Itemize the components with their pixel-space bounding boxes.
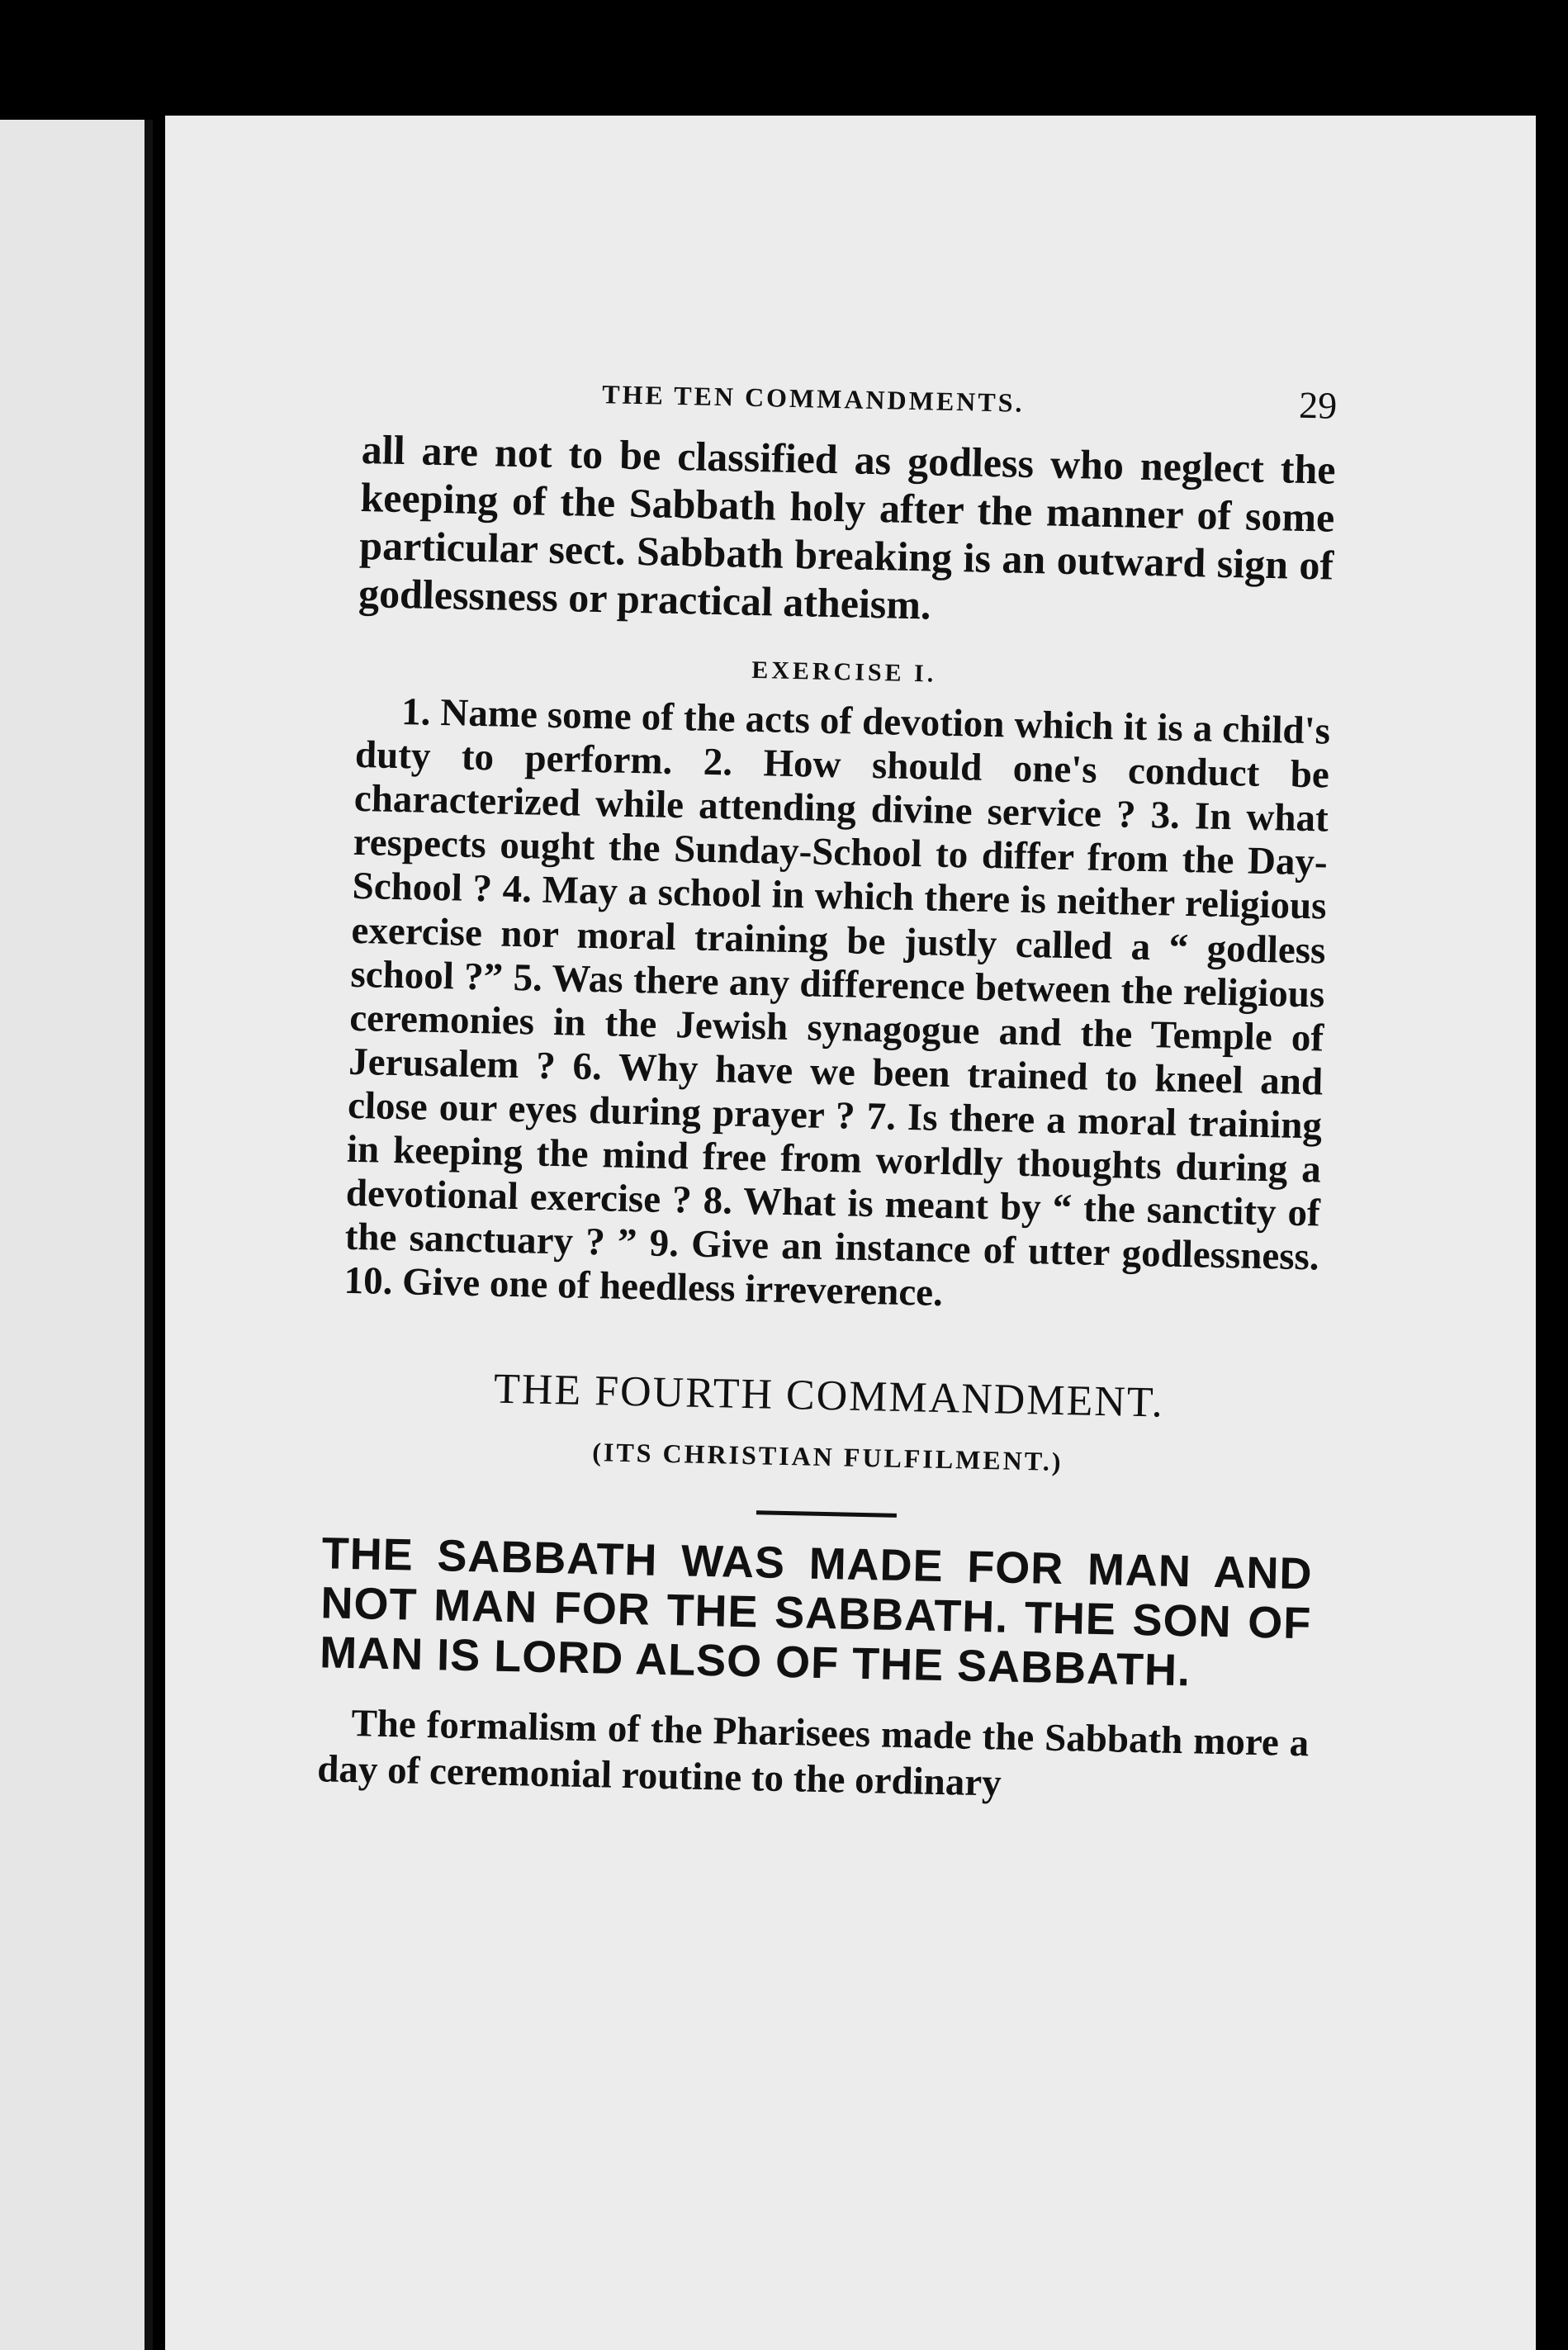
motto: THE SABBATH WAS MADE FOR MAN AND NOT MAN FOR THE SABBATH. THE SON OF MAN IS LORD ALSO OF THE SABBATH.	[319, 1528, 1314, 1696]
section-subtitle: (ITS CHRISTIAN FULFILMENT.)	[591, 1436, 1063, 1476]
page-content	[316, 363, 1338, 1813]
running-head-title: THE TEN COMMANDMENTS.	[601, 379, 1025, 418]
divider-rule	[756, 1510, 897, 1518]
book-gutter	[144, 120, 153, 2350]
exercise-heading: EXERCISE I.	[751, 656, 937, 688]
exercise-questions: 1. Name some of the acts of devotion which it is a child's duty to perform. 2. How should one's conduct be characterized while attending divine service ? 3. In what respects ought the Sunday-School to differ from the Day-School ? 4. May a school in which there is neither religious exercise nor moral training be justly called a “ godless school ?” 5. Was there any difference between the religious ceremonies in the Jewish synagogue and the Temple of Jerusalem ? 6. Why have we been trained to kneel and close our eyes during prayer ? 7. Is there a moral training in keeping the mind free from worldly thoughts during a devotional exercise ? 8. What is meant by “ the sanctity of the sanctuary ? ” 9. Give an instance of utter godlessness. 10. Give one of heedless irreverence.	[343, 690, 1331, 1315]
opening-paragraph: all are not to be classified as godless who neglect the keeping of the Sabbath holy after the manner of some particular sect. Sabbath breaking is an outward sign of godlessness or practical atheism.	[358, 425, 1337, 628]
closing-paragraph: The formalism of the Pharisees made the Sabbath more a day of ceremonial routine to the ordinary	[316, 1702, 1310, 1805]
section-title: THE FOURTH COMMANDMENT.	[493, 1365, 1165, 1427]
facing-page-edge	[0, 120, 153, 2350]
page-number: 29	[1298, 383, 1338, 427]
